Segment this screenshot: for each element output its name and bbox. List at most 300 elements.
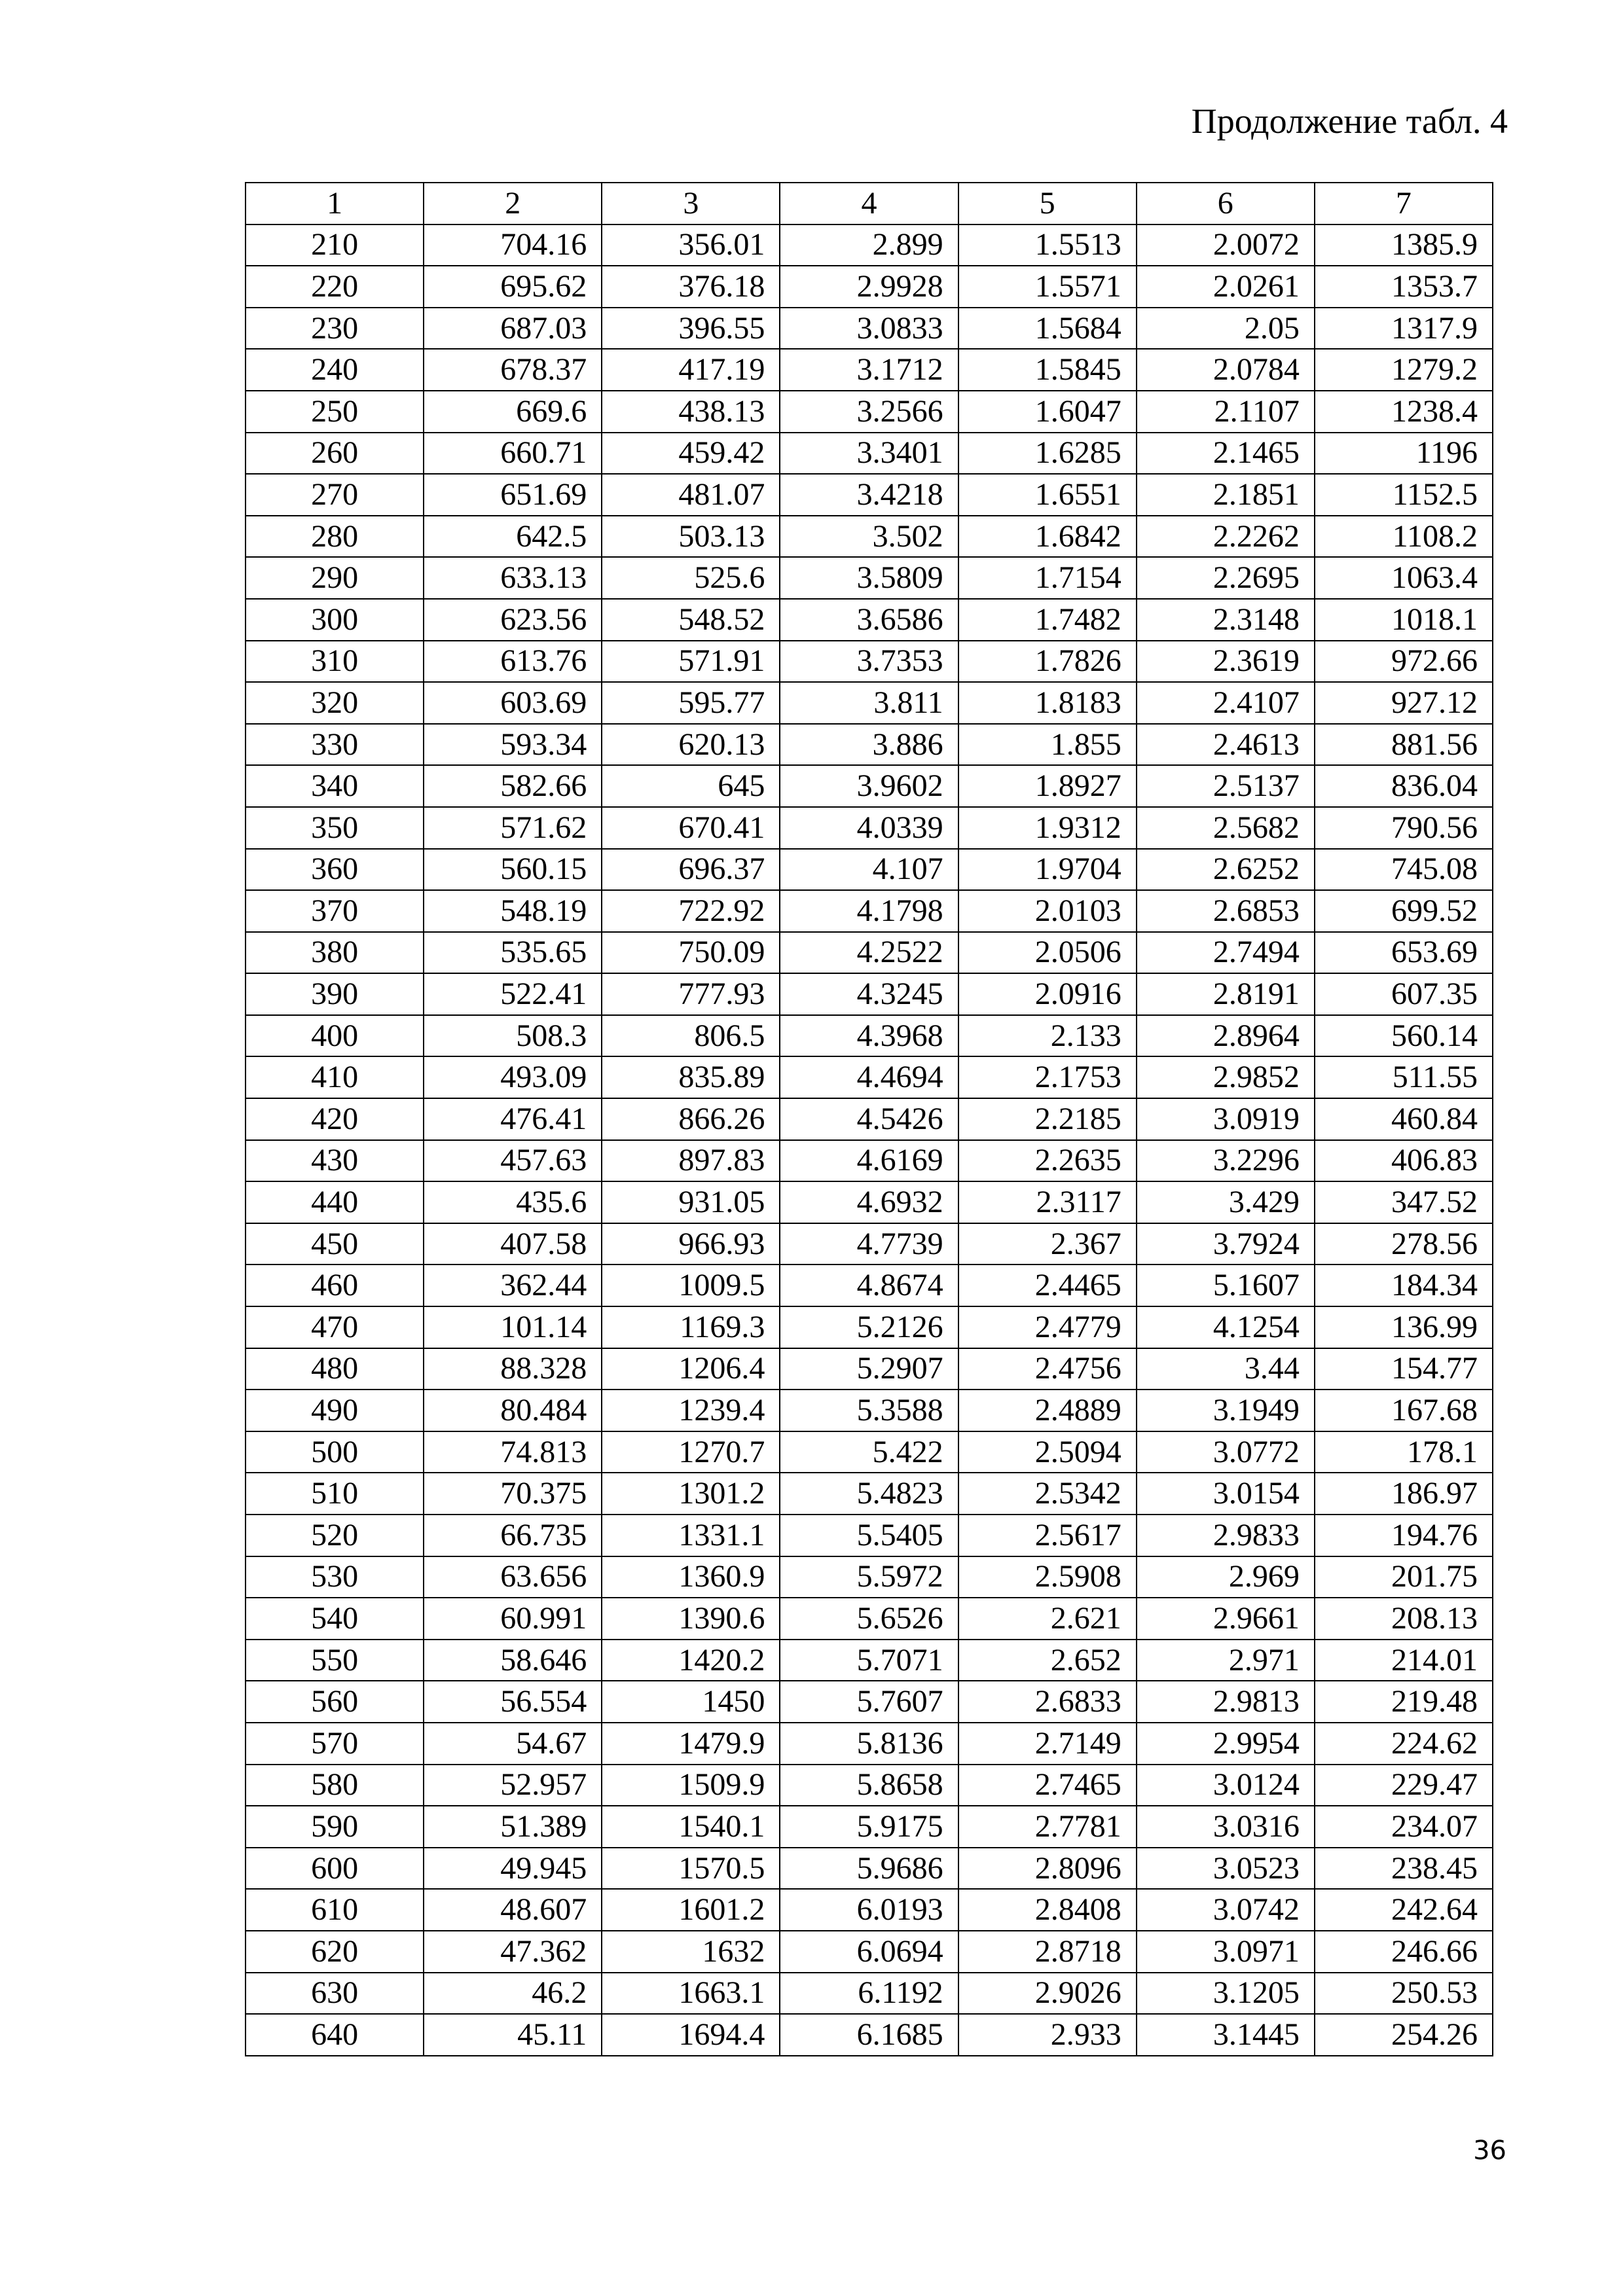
- table-row: [246, 1056, 1493, 1098]
- table-row: [246, 1848, 1493, 1890]
- table-cell: 1385.9: [1315, 224, 1493, 266]
- table-cell: 2.6853: [1137, 890, 1315, 932]
- table-cell: 508.3: [424, 1015, 602, 1057]
- table-cell: 972.66: [1315, 641, 1493, 683]
- table-cell: 1.9312: [958, 807, 1137, 849]
- table-cell: 214.01: [1315, 1640, 1493, 1681]
- table-cell: 881.56: [1315, 724, 1493, 766]
- table-cell: 510: [246, 1473, 424, 1515]
- table-cell: 4.3968: [780, 1015, 958, 1057]
- table-cell: 2.1465: [1137, 433, 1315, 475]
- table-cell: 45.11: [424, 2014, 602, 2056]
- table-cell: 642.5: [424, 516, 602, 558]
- table-cell: 535.65: [424, 932, 602, 974]
- table-row: [246, 932, 1493, 974]
- page-number: 36: [1473, 2136, 1506, 2166]
- table-cell: 481.07: [602, 474, 780, 516]
- table-cell: 2.4613: [1137, 724, 1315, 766]
- table-cell: 6.0694: [780, 1931, 958, 1973]
- table-cell: 2.2185: [958, 1098, 1137, 1140]
- table-cell: 330: [246, 724, 424, 766]
- table-cell: 254.26: [1315, 2014, 1493, 2056]
- table-row: [246, 1806, 1493, 1848]
- table-cell: 1.8183: [958, 682, 1137, 724]
- table-cell: 2.5094: [958, 1431, 1137, 1473]
- table-cell: 2.621: [958, 1598, 1137, 1640]
- table-cell: 3.7924: [1137, 1223, 1315, 1265]
- table-cell: 3.886: [780, 724, 958, 766]
- table-cell: 290: [246, 557, 424, 599]
- table-cell: 3.0154: [1137, 1473, 1315, 1515]
- table-cell: 2.5908: [958, 1556, 1137, 1598]
- table-cell: 3.2296: [1137, 1140, 1315, 1182]
- table-cell: 500: [246, 1431, 424, 1473]
- table-cell: 3.0523: [1137, 1848, 1315, 1890]
- table-cell: 2.4779: [958, 1306, 1137, 1348]
- table-cell: 2.8408: [958, 1889, 1137, 1931]
- table-row: [246, 516, 1493, 558]
- table-row: [246, 1098, 1493, 1140]
- table-row: [246, 391, 1493, 433]
- table-row: [246, 1265, 1493, 1306]
- table-cell: 3.0124: [1137, 1765, 1315, 1806]
- table-cell: 80.484: [424, 1390, 602, 1431]
- table-row: [246, 724, 1493, 766]
- table-row: [246, 1390, 1493, 1431]
- table-cell: 2.4756: [958, 1348, 1137, 1390]
- table-row: [246, 1181, 1493, 1223]
- table-cell: 571.62: [424, 807, 602, 849]
- table-cell: 4.2522: [780, 932, 958, 974]
- table-cell: 493.09: [424, 1056, 602, 1098]
- table-cell: 522.41: [424, 973, 602, 1015]
- table-cell: 2.6833: [958, 1681, 1137, 1723]
- table-cell: 2.7149: [958, 1723, 1137, 1765]
- table-row: [246, 641, 1493, 683]
- header-cell: 6: [1137, 183, 1315, 224]
- table-cell: 186.97: [1315, 1473, 1493, 1515]
- table-cell: 745.08: [1315, 849, 1493, 891]
- table-cell: 3.1712: [780, 349, 958, 391]
- table-cell: 966.93: [602, 1223, 780, 1265]
- table-row: [246, 1473, 1493, 1515]
- table-cell: 2.133: [958, 1015, 1137, 1057]
- table-cell: 490: [246, 1390, 424, 1431]
- table-cell: 750.09: [602, 932, 780, 974]
- table-cell: 1632: [602, 1931, 780, 1973]
- table-cell: 201.75: [1315, 1556, 1493, 1598]
- table-cell: 3.1949: [1137, 1390, 1315, 1431]
- table-cell: 1152.5: [1315, 474, 1493, 516]
- table-cell: 380: [246, 932, 424, 974]
- table-cell: 1390.6: [602, 1598, 780, 1640]
- table-cell: 2.933: [958, 2014, 1137, 2056]
- table-cell: 2.3148: [1137, 599, 1315, 641]
- table-cell: 704.16: [424, 224, 602, 266]
- table-cell: 4.8674: [780, 1265, 958, 1306]
- table-cell: 1.6047: [958, 391, 1137, 433]
- table-cell: 406.83: [1315, 1140, 1493, 1182]
- table-cell: 1238.4: [1315, 391, 1493, 433]
- table-cell: 6.1192: [780, 1973, 958, 2015]
- table-cell: 1009.5: [602, 1265, 780, 1306]
- table-cell: 390: [246, 973, 424, 1015]
- table-cell: 1663.1: [602, 1973, 780, 2015]
- table-cell: 5.2907: [780, 1348, 958, 1390]
- table-cell: 866.26: [602, 1098, 780, 1140]
- table-cell: 4.107: [780, 849, 958, 891]
- table-cell: 2.0784: [1137, 349, 1315, 391]
- table-cell: 4.5426: [780, 1098, 958, 1140]
- table-cell: 194.76: [1315, 1515, 1493, 1556]
- table-cell: 3.502: [780, 516, 958, 558]
- table-cell: 2.8718: [958, 1931, 1137, 1973]
- table-cell: 1.5571: [958, 266, 1137, 308]
- table-cell: 540: [246, 1598, 424, 1640]
- table-cell: 699.52: [1315, 890, 1493, 932]
- table-cell: 457.63: [424, 1140, 602, 1182]
- table-cell: 4.0339: [780, 807, 958, 849]
- table-cell: 660.71: [424, 433, 602, 475]
- table-cell: 630: [246, 1973, 424, 2015]
- table-cell: 46.2: [424, 1973, 602, 2015]
- table-row: [246, 1015, 1493, 1057]
- table-cell: 607.35: [1315, 973, 1493, 1015]
- table-row: [246, 599, 1493, 641]
- table-cell: 5.422: [780, 1431, 958, 1473]
- table-cell: 777.93: [602, 973, 780, 1015]
- table-header-row: [246, 183, 1493, 224]
- table-cell: 1.6285: [958, 433, 1137, 475]
- table-row: [246, 682, 1493, 724]
- table-row: [246, 1640, 1493, 1681]
- table-cell: 460.84: [1315, 1098, 1493, 1140]
- table-cell: 2.9954: [1137, 1723, 1315, 1765]
- header-cell: 2: [424, 183, 602, 224]
- table-cell: 5.6526: [780, 1598, 958, 1640]
- table-cell: 2.1107: [1137, 391, 1315, 433]
- data-table: [245, 182, 1493, 2056]
- table-row: [246, 1556, 1493, 1598]
- table-cell: 1239.4: [602, 1390, 780, 1431]
- table-cell: 2.2635: [958, 1140, 1137, 1182]
- table-cell: 2.652: [958, 1640, 1137, 1681]
- table-cell: 1331.1: [602, 1515, 780, 1556]
- table-cell: 3.0316: [1137, 1806, 1315, 1848]
- table-cell: 396.55: [602, 308, 780, 350]
- table-cell: 669.6: [424, 391, 602, 433]
- table-cell: 376.18: [602, 266, 780, 308]
- table-cell: 74.813: [424, 1431, 602, 1473]
- table-cell: 620.13: [602, 724, 780, 766]
- table-cell: 1450: [602, 1681, 780, 1723]
- table-cell: 47.362: [424, 1931, 602, 1973]
- table-cell: 3.6586: [780, 599, 958, 641]
- table-cell: 219.48: [1315, 1681, 1493, 1723]
- table-cell: 696.37: [602, 849, 780, 891]
- table-cell: 835.89: [602, 1056, 780, 1098]
- table-cell: 640: [246, 2014, 424, 2056]
- table-cell: 208.13: [1315, 1598, 1493, 1640]
- table-cell: 560.15: [424, 849, 602, 891]
- table-cell: 571.91: [602, 641, 780, 683]
- table-cell: 1.6842: [958, 516, 1137, 558]
- table-cell: 4.7739: [780, 1223, 958, 1265]
- table-cell: 503.13: [602, 516, 780, 558]
- table-cell: 356.01: [602, 224, 780, 266]
- table-cell: 2.8964: [1137, 1015, 1315, 1057]
- table-cell: 210: [246, 224, 424, 266]
- table-row: [246, 1223, 1493, 1265]
- table-cell: 410: [246, 1056, 424, 1098]
- table-cell: 242.64: [1315, 1889, 1493, 1931]
- table-cell: 645: [602, 765, 780, 807]
- table-cell: 430: [246, 1140, 424, 1182]
- table-cell: 570: [246, 1723, 424, 1765]
- table-cell: 1509.9: [602, 1765, 780, 1806]
- table-cell: 49.945: [424, 1848, 602, 1890]
- table-cell: 2.7494: [1137, 932, 1315, 974]
- table-cell: 5.5405: [780, 1515, 958, 1556]
- table-cell: 54.67: [424, 1723, 602, 1765]
- table-cell: 1.5513: [958, 224, 1137, 266]
- table-cell: 5.7071: [780, 1640, 958, 1681]
- table-cell: 2.9928: [780, 266, 958, 308]
- table-cell: 4.3245: [780, 973, 958, 1015]
- table-cell: 548.52: [602, 599, 780, 641]
- table-cell: 5.7607: [780, 1681, 958, 1723]
- table-cell: 154.77: [1315, 1348, 1493, 1390]
- table-cell: 370: [246, 890, 424, 932]
- table-row: [246, 1140, 1493, 1182]
- table-cell: 476.41: [424, 1098, 602, 1140]
- table-cell: 3.1205: [1137, 1973, 1315, 2015]
- table-cell: 3.0919: [1137, 1098, 1315, 1140]
- table-cell: 1353.7: [1315, 266, 1493, 308]
- table-cell: 3.9602: [780, 765, 958, 807]
- table-cell: 362.44: [424, 1265, 602, 1306]
- table-row: [246, 973, 1493, 1015]
- table-row: [246, 2014, 1493, 2056]
- table-row: [246, 349, 1493, 391]
- table-cell: 2.3619: [1137, 641, 1315, 683]
- table-cell: 136.99: [1315, 1306, 1493, 1348]
- table-cell: 678.37: [424, 349, 602, 391]
- table-cell: 48.607: [424, 1889, 602, 1931]
- table-cell: 480: [246, 1348, 424, 1390]
- table-cell: 250: [246, 391, 424, 433]
- table-cell: 5.3588: [780, 1390, 958, 1431]
- table-cell: 450: [246, 1223, 424, 1265]
- table-cell: 5.5972: [780, 1556, 958, 1598]
- table-cell: 2.0506: [958, 932, 1137, 974]
- table-cell: 310: [246, 641, 424, 683]
- table-cell: 3.811: [780, 682, 958, 724]
- table-cell: 1206.4: [602, 1348, 780, 1390]
- table-cell: 58.646: [424, 1640, 602, 1681]
- table-cell: 687.03: [424, 308, 602, 350]
- table-cell: 1694.4: [602, 2014, 780, 2056]
- table-cell: 60.991: [424, 1598, 602, 1640]
- table-body: [246, 183, 1493, 2056]
- table-cell: 2.5137: [1137, 765, 1315, 807]
- table-cell: 806.5: [602, 1015, 780, 1057]
- table-row: [246, 849, 1493, 891]
- table-cell: 1540.1: [602, 1806, 780, 1848]
- table-cell: 1018.1: [1315, 599, 1493, 641]
- table-cell: 790.56: [1315, 807, 1493, 849]
- table-cell: 230: [246, 308, 424, 350]
- table-cell: 340: [246, 765, 424, 807]
- table-cell: 1169.3: [602, 1306, 780, 1348]
- table-cell: 560: [246, 1681, 424, 1723]
- table-cell: 1.8927: [958, 765, 1137, 807]
- table-cell: 2.899: [780, 224, 958, 266]
- table-cell: 3.3401: [780, 433, 958, 475]
- table-cell: 2.7781: [958, 1806, 1137, 1848]
- table-cell: 2.4889: [958, 1390, 1137, 1431]
- table-cell: 530: [246, 1556, 424, 1598]
- table-cell: 670.41: [602, 807, 780, 849]
- table-cell: 3.44: [1137, 1348, 1315, 1390]
- table-cell: 2.0916: [958, 973, 1137, 1015]
- table-cell: 550: [246, 1640, 424, 1681]
- table-cell: 590: [246, 1806, 424, 1848]
- table-row: [246, 266, 1493, 308]
- table-cell: 1063.4: [1315, 557, 1493, 599]
- table-cell: 1601.2: [602, 1889, 780, 1931]
- table-cell: 4.6932: [780, 1181, 958, 1223]
- table-cell: 5.8136: [780, 1723, 958, 1765]
- table-cell: 4.1798: [780, 890, 958, 932]
- table-cell: 2.2262: [1137, 516, 1315, 558]
- table-cell: 653.69: [1315, 932, 1493, 974]
- table-cell: 580: [246, 1765, 424, 1806]
- table-cell: 2.9852: [1137, 1056, 1315, 1098]
- table-cell: 3.2566: [780, 391, 958, 433]
- table-cell: 1360.9: [602, 1556, 780, 1598]
- table-cell: 1.855: [958, 724, 1137, 766]
- table-cell: 240: [246, 349, 424, 391]
- table-cell: 613.76: [424, 641, 602, 683]
- table-cell: 2.9813: [1137, 1681, 1315, 1723]
- table-cell: 2.05: [1137, 308, 1315, 350]
- table-cell: 695.62: [424, 266, 602, 308]
- table-cell: 51.389: [424, 1806, 602, 1848]
- table-cell: 2.971: [1137, 1640, 1315, 1681]
- table-cell: 560.14: [1315, 1015, 1493, 1057]
- table-row: [246, 765, 1493, 807]
- table-cell: 2.4465: [958, 1265, 1137, 1306]
- table-cell: 6.1685: [780, 2014, 958, 2056]
- table-cell: 623.56: [424, 599, 602, 641]
- table-cell: 600: [246, 1848, 424, 1890]
- table-cell: 1.9704: [958, 849, 1137, 891]
- table-cell: 360: [246, 849, 424, 891]
- table-cell: 400: [246, 1015, 424, 1057]
- table-row: [246, 1723, 1493, 1765]
- header-cell: 5: [958, 183, 1137, 224]
- table-cell: 63.656: [424, 1556, 602, 1598]
- table-cell: 2.1851: [1137, 474, 1315, 516]
- table-row: [246, 807, 1493, 849]
- table-cell: 1108.2: [1315, 516, 1493, 558]
- table-cell: 2.9661: [1137, 1598, 1315, 1640]
- table-cell: 178.1: [1315, 1431, 1493, 1473]
- table-cell: 2.0072: [1137, 224, 1315, 266]
- table-cell: 1301.2: [602, 1473, 780, 1515]
- header-cell: 7: [1315, 183, 1493, 224]
- table-cell: 4.6169: [780, 1140, 958, 1182]
- table-cell: 1.7154: [958, 557, 1137, 599]
- table-cell: 4.4694: [780, 1056, 958, 1098]
- table-row: [246, 474, 1493, 516]
- table-cell: 1479.9: [602, 1723, 780, 1765]
- table-cell: 101.14: [424, 1306, 602, 1348]
- table-cell: 5.9175: [780, 1806, 958, 1848]
- table-cell: 1270.7: [602, 1431, 780, 1473]
- table-cell: 234.07: [1315, 1806, 1493, 1848]
- table-cell: 5.8658: [780, 1765, 958, 1806]
- table-cell: 2.5682: [1137, 807, 1315, 849]
- table-row: [246, 1348, 1493, 1390]
- table-cell: 2.1753: [958, 1056, 1137, 1098]
- table-cell: 420: [246, 1098, 424, 1140]
- table-cell: 1570.5: [602, 1848, 780, 1890]
- table-cell: 610: [246, 1889, 424, 1931]
- table-row: [246, 224, 1493, 266]
- header-cell: 4: [780, 183, 958, 224]
- table-cell: 931.05: [602, 1181, 780, 1223]
- header-cell: 3: [602, 183, 780, 224]
- table-cell: 511.55: [1315, 1056, 1493, 1098]
- table-cell: 1.7482: [958, 599, 1137, 641]
- table-cell: 595.77: [602, 682, 780, 724]
- table-cell: 836.04: [1315, 765, 1493, 807]
- table-cell: 459.42: [602, 433, 780, 475]
- table-cell: 167.68: [1315, 1390, 1493, 1431]
- table-row: [246, 1889, 1493, 1931]
- table-caption: Продолжение табл. 4: [1191, 101, 1508, 141]
- table-cell: 2.9833: [1137, 1515, 1315, 1556]
- table-cell: 1.7826: [958, 641, 1137, 683]
- table-cell: 1279.2: [1315, 349, 1493, 391]
- table-cell: 2.367: [958, 1223, 1137, 1265]
- table-cell: 3.7353: [780, 641, 958, 683]
- table-row: [246, 1515, 1493, 1556]
- table-cell: 88.328: [424, 1348, 602, 1390]
- table-cell: 184.34: [1315, 1265, 1493, 1306]
- table-cell: 4.1254: [1137, 1306, 1315, 1348]
- table-cell: 5.9686: [780, 1848, 958, 1890]
- table-row: [246, 1431, 1493, 1473]
- table-cell: 250.53: [1315, 1973, 1493, 2015]
- table-cell: 6.0193: [780, 1889, 958, 1931]
- table-cell: 5.2126: [780, 1306, 958, 1348]
- table-row: [246, 433, 1493, 475]
- table-cell: 2.2695: [1137, 557, 1315, 599]
- table-cell: 229.47: [1315, 1765, 1493, 1806]
- table-row: [246, 1973, 1493, 2015]
- table-cell: 603.69: [424, 682, 602, 724]
- table-cell: 224.62: [1315, 1723, 1493, 1765]
- table-cell: 440: [246, 1181, 424, 1223]
- table-cell: 3.4218: [780, 474, 958, 516]
- table-cell: 2.4107: [1137, 682, 1315, 724]
- table-cell: 633.13: [424, 557, 602, 599]
- table-cell: 3.0833: [780, 308, 958, 350]
- table-row: [246, 1306, 1493, 1348]
